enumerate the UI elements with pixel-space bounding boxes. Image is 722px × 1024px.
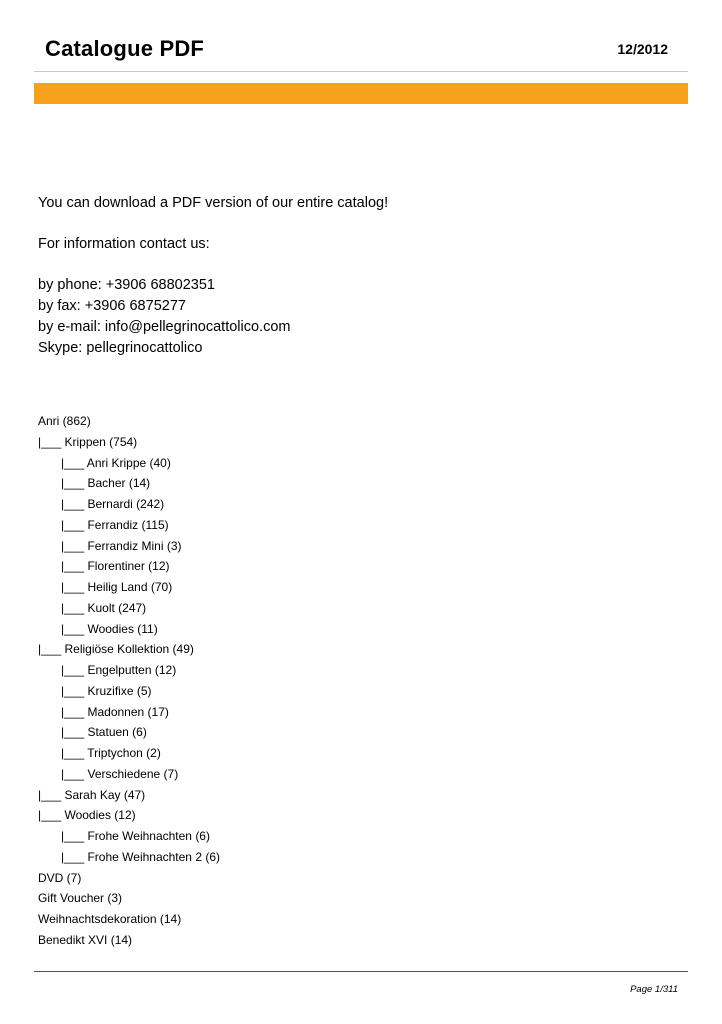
accent-bar bbox=[34, 83, 688, 104]
page-title: Catalogue PDF bbox=[45, 36, 205, 61]
category-item[interactable]: |___ Krippen (754) bbox=[38, 434, 138, 449]
category-item[interactable]: |___ Engelputten (12) bbox=[61, 663, 177, 677]
category-item[interactable]: Benedikt XVI (14) bbox=[38, 932, 133, 947]
category-item[interactable]: Anri (862) bbox=[38, 414, 91, 428]
category-item[interactable]: DVD (7) bbox=[38, 870, 82, 885]
header-divider bbox=[34, 71, 688, 72]
category-item[interactable]: |___ Woodies (11) bbox=[61, 621, 158, 636]
page-number: Page 1/311 bbox=[630, 984, 678, 995]
contact-heading: For information contact us: bbox=[38, 236, 210, 252]
category-item[interactable]: |___ Religiöse Kollektion (49) bbox=[38, 642, 194, 657]
category-item[interactable]: |___ Anri Krippe (40) bbox=[61, 455, 171, 470]
category-item[interactable]: |___ Bernardi (242) bbox=[61, 497, 165, 511]
category-item[interactable]: |___ Madonnen (17) bbox=[61, 704, 169, 719]
category-item[interactable]: |___ Ferrandiz (115) bbox=[61, 517, 169, 532]
category-item[interactable]: Gift Voucher (3) bbox=[38, 891, 123, 906]
intro-section bbox=[38, 193, 388, 359]
category-item[interactable]: |___ Bacher (14) bbox=[61, 476, 151, 491]
contact-email[interactable]: by e-mail: info@pellegrinocattolico.com bbox=[38, 319, 291, 335]
footer-divider bbox=[34, 971, 688, 972]
category-item[interactable]: |___ Kruzifixe (5) bbox=[61, 683, 152, 698]
contact-fax: by fax: +3906 6875277 bbox=[38, 298, 186, 314]
category-item[interactable]: |___ Sarah Kay (47) bbox=[38, 787, 146, 802]
contact-phone: by phone: +3906 68802351 bbox=[38, 277, 215, 293]
category-item[interactable]: Weihnachtsdekoration (14) bbox=[38, 912, 182, 926]
category-item[interactable]: |___ Heilig Land (70) bbox=[61, 580, 173, 594]
category-item[interactable]: |___ Statuen (6) bbox=[61, 725, 147, 740]
category-tree bbox=[38, 411, 220, 951]
download-text: You can download a PDF version of our entire catalog! bbox=[38, 195, 389, 211]
category-item[interactable]: |___ Frohe Weihnachten (6) bbox=[61, 829, 210, 843]
category-item[interactable]: |___ Florentiner (12) bbox=[61, 559, 170, 574]
category-item[interactable]: |___ Ferrandiz Mini (3) bbox=[61, 538, 182, 553]
contact-skype: Skype: pellegrinocattolico bbox=[38, 340, 203, 356]
category-item[interactable]: |___ Frohe Weihnachten 2 (6) bbox=[61, 849, 220, 864]
category-item[interactable]: |___ Woodies (12) bbox=[38, 808, 136, 823]
catalogue-date: 12/2012 bbox=[617, 41, 668, 57]
category-item[interactable]: |___ Verschiedene (7) bbox=[61, 766, 179, 781]
category-item[interactable]: |___ Triptychon (2) bbox=[61, 746, 161, 760]
category-item[interactable]: |___ Kuolt (247) bbox=[61, 600, 147, 615]
